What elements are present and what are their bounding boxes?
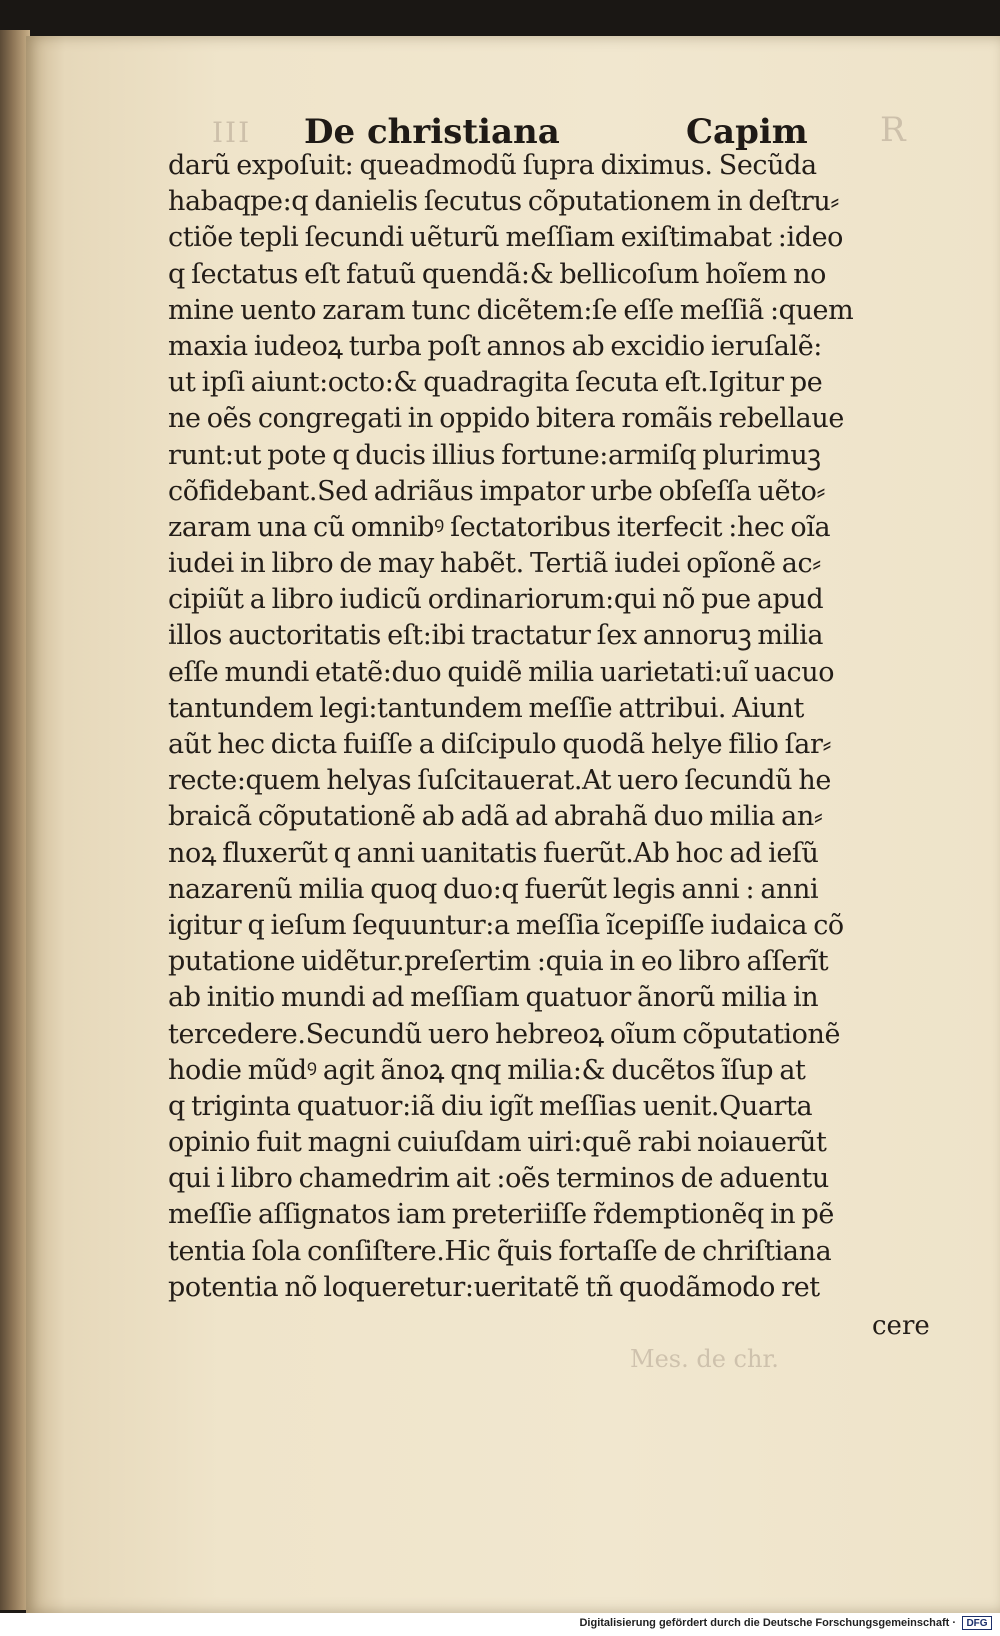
text-line: eſſe mundi etatẽ:duo quidẽ milia uarietati:uĩ uacuo	[168, 656, 835, 688]
text-line: habaqpe:q danielis ſecutus cõputationem in deſtru⸗	[168, 186, 839, 218]
text-line: ab initio mundi ad meſſiam quatuor ãnorũ milia in	[168, 982, 819, 1014]
text-line: aũt hec dicta fuiſſe a diſcipulo quodã helye filio ſar⸗	[168, 729, 832, 760]
text-line: ut ipſi aiunt:octo:& quadragita ſecuta eſt.Igitur pe	[168, 367, 823, 399]
text-line: cipiũt a libro iudicũ ordinariorum:qui nõ pue apud	[168, 584, 824, 616]
text-line: braicã cõputationẽ ab adã ad abrahã duo milia an⸗	[168, 801, 823, 833]
text-line: maxia iudeoꝝ turba poſt annos ab excidio ieruſalẽ:	[168, 330, 823, 362]
text-line: opinio fuit magni cuiuſdam uiri:quẽ rabi noiauerũt	[168, 1127, 827, 1159]
bleed-through-marks-top-right: R	[880, 110, 906, 150]
dfg-logo: DFG	[962, 1616, 992, 1630]
text-line: qui i libro chamedrim ait :oẽs terminos de aduentu	[168, 1163, 829, 1195]
text-line: darũ expoſuit: queadmodũ ſupra diximus. Secũda	[168, 150, 817, 181]
catchword: cere	[872, 1311, 930, 1341]
bleed-through-marks-top: III	[212, 116, 252, 149]
text-line: potentia nõ loqueretur:ueritatẽ tñ quodãmodo ret	[168, 1271, 820, 1303]
running-head-left: De christiana	[304, 112, 560, 152]
text-line: ctiõe tepli ſecundi uẽturũ meſſiam exiſtimabat :ideo	[168, 222, 844, 254]
text-line: q ſectatus eſt fatuũ quendã:& bellicoſum hoĩem no	[168, 258, 827, 290]
bleed-through-marks-bottom: Mes. de chr.	[630, 1345, 779, 1373]
text-line: illos auctoritatis eſt:ibi tractatur ſex annoruꝫ milia	[168, 620, 824, 652]
text-line: igitur q ieſum ſequuntur:a meſſia ĩcepiſſe iudaica cõ	[168, 909, 844, 941]
text-line: tantundem legi:tantundem meſſie attribui. Aiunt	[168, 692, 804, 724]
text-line: noꝝ fluxerũt q anni uanitatis fuerũt.Ab hoc ad ieſũ	[168, 837, 819, 869]
text-line: putatione uidẽtur.preſertim :quia in eo libro aſſerĩt	[168, 946, 829, 978]
text-line: meſſie aſſignatos iam preteriiſſe r̃demptionẽq in pẽ	[168, 1199, 834, 1231]
text-line: q triginta quatuor:iã diu igĩt meſſias uenit.Quarta	[168, 1090, 813, 1122]
text-line: iudei in libro de may habẽt. Tertiã iudei opĩonẽ ac⸗	[168, 548, 821, 580]
text-line: tercedere.Secundũ uero hebreoꝝ oĩum cõputationẽ	[168, 1018, 841, 1050]
text-line: cõfidebant.Sed adriãus impator urbe obſeſſa uẽto⸗	[168, 475, 826, 507]
footer-credit-text: Digitalisierung gefördert durch die Deutsche Forschungsgemeinschaft ·	[579, 1617, 956, 1629]
body-text	[168, 148, 998, 1348]
text-line: tentia ſola conſiſtere.Hic q̃uis fortaſſe de chriſtiana	[168, 1235, 832, 1267]
text-line: ne oẽs congregati in oppido bitera romãis rebellaue	[168, 403, 844, 435]
text-line: hodie mũdꝰ agit ãnoꝝ qnq milia:& ducẽtos ĩſup at	[168, 1054, 806, 1086]
running-head-right: Capim	[686, 112, 808, 152]
text-line: zaram una cũ omnibꝰ ſectatoribus iterfecit :hec oĩa	[168, 511, 831, 543]
text-line: nazarenũ milia quoq duo:q fuerũt legis anni : anni	[168, 873, 819, 905]
scan-background-top	[0, 0, 1000, 38]
text-line: runt:ut pote q ducis illius fortune:armiſq plurimuꝫ	[168, 439, 821, 471]
text-line: mine uento zaram tunc dicẽtem:ſe eſſe meſſiã :quem	[168, 294, 854, 326]
text-line: recte:quem helyas ſuſcitauerat.At uero ſecundũ he	[168, 765, 831, 797]
